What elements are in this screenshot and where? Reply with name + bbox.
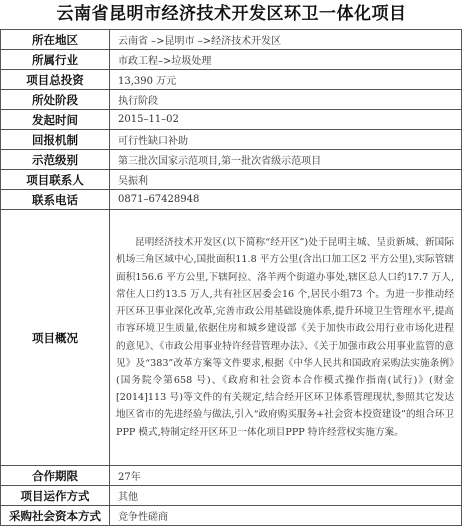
- row-label: 项目概况: [1, 210, 110, 466]
- row-label: 发起时间: [1, 110, 110, 130]
- row-label: 项目总投资: [1, 70, 110, 90]
- row-label: 项目运作方式: [1, 486, 110, 506]
- overview-text: 昆明经济技术开发区(以下简称“经开区”)处于昆明主城、呈贡新城、新国际机场三角区域中心,国批面积11.8 平方公里(含出口加工区2 平方公里),实际管辖面积156.6 平方公里,下辖阿拉、洛羊两个街道办事处,辖区总人口约17.7 万人,常住人口约13.5 万人,共有社区居委会16 个,居民小组73 个。为进一步推动经开区环卫事业深化改革,完善市政公用基础设施体系,提升环境卫生管理水平,提高市容环境卫生质量,依据住房和城乡建设部《关于加快市政公用行业市场化进程的意见》、《市政公用事业特许经营管理办法》、《关于加强市政公用事业监管的意见》及“383”改革方案等文件要求,根据《中华人民共和国政府采购法实施条例》(国务院令第658 号)、《政府和社会资本合作模式操作指南(试行)》(财金[2014]113 号)等文件的有关规定,结合经开区环卫体系管理现状,参照其它发达地区省市的先进经验与做法,引入“政府购买服务+社会资本投资建设”的组合环卫PPP 模式,特制定经开区环卫一体化项目PPP 特许经营权实施方案。: [110, 210, 462, 466]
- table-row-stage: [1, 90, 462, 110]
- table-row-phone: [1, 190, 462, 210]
- row-value: 竞争性磋商: [110, 506, 462, 526]
- row-label: 所属行业: [1, 50, 110, 70]
- table-row-operation-mode: [1, 486, 462, 506]
- table-row-demo-level: [1, 150, 462, 170]
- table-row-region: [1, 30, 462, 50]
- row-label: 示范级别: [1, 150, 110, 170]
- row-value: 第三批次国家示范项目,第一批次省级示范项目: [110, 150, 462, 170]
- table-row-cooperation-period: [1, 466, 462, 486]
- table-row-launch-date: [1, 110, 462, 130]
- table-row-industry: [1, 50, 462, 70]
- row-value: 13,390 万元: [110, 70, 462, 90]
- row-label: 所在地区: [1, 30, 110, 50]
- row-value: 云南省 –>昆明市 –>经济技术开发区: [110, 30, 462, 50]
- row-value: 2015–11–02: [110, 110, 462, 130]
- row-value: 执行阶段: [110, 90, 462, 110]
- row-label: 采购社会资本方式: [1, 506, 110, 526]
- row-value: 其他: [110, 486, 462, 506]
- row-label: 所处阶段: [1, 90, 110, 110]
- table-row-contact: [1, 170, 462, 190]
- row-label: 回报机制: [1, 130, 110, 150]
- project-info-table: [0, 29, 462, 526]
- row-label: 合作期限: [1, 466, 110, 486]
- table-row-return-mechanism: [1, 130, 462, 150]
- table-row-total-investment: [1, 70, 462, 90]
- row-value: 可行性缺口补助: [110, 130, 462, 150]
- row-label: 项目联系人: [1, 170, 110, 190]
- row-label: 联系电话: [1, 190, 110, 210]
- table-row-overview: [1, 210, 462, 466]
- row-value: 吴振利: [110, 170, 462, 190]
- table-row-procurement-method: [1, 506, 462, 526]
- row-value: 市政工程–>垃圾处理: [110, 50, 462, 70]
- row-value: 27年: [110, 466, 462, 486]
- page-title: 云南省昆明市经济技术开发区环卫一体化项目: [56, 4, 407, 24]
- row-value: 0871–67428948: [110, 190, 462, 210]
